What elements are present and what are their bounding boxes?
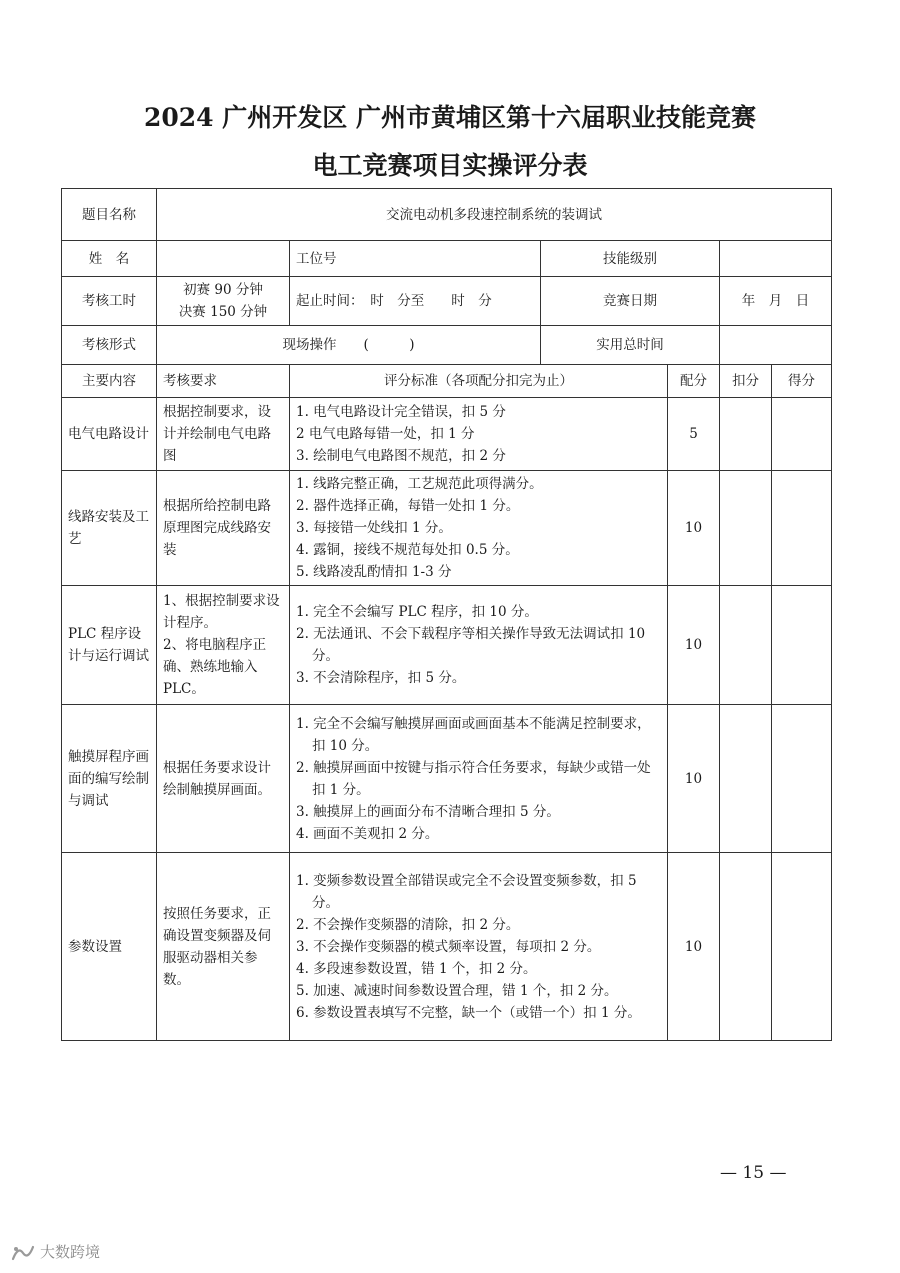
row-deduction[interactable] [720, 471, 772, 586]
criteria-item: 5. 线路凌乱酌情扣 1-3 分 [296, 564, 452, 580]
page-number: — 15 — [720, 1163, 787, 1183]
row-score[interactable] [772, 398, 832, 471]
exam-form-value: 现场操作 ( ) [157, 326, 541, 365]
header-score: 得分 [772, 365, 832, 398]
row-requirement: 根据任务要求设计绘制触摸屏画面。 [157, 705, 290, 853]
criteria-item: 1. 变频参数设置全部错误或完全不会设置变频参数，扣 5 分。 [296, 872, 637, 911]
watermark-logo-icon [10, 1243, 36, 1263]
criteria-item: 3. 触摸屏上的画面分布不清晰合理扣 5 分。 [296, 803, 560, 820]
exam-time-label: 考核工时 [62, 277, 157, 326]
row-criteria [290, 853, 668, 1041]
criteria-item: 1. 线路完整正确，工艺规范此项得满分。 [296, 476, 543, 492]
criteria-item: 2. 无法通讯、不会下载程序等相关操作导致无法调试扣 10 分。 [296, 626, 646, 664]
document-title-line2: 电工竞赛项目实操评分表 [312, 151, 588, 180]
row-deduction[interactable] [720, 705, 772, 853]
criteria-item: 1. 电气电路设计完全错误，扣 5 分 [296, 404, 506, 420]
header-points: 配分 [668, 365, 720, 398]
criteria-item: 1. 完全不会编写触摸屏画面或画面基本不能满足控制要求，扣 10 分。 [296, 715, 651, 754]
criteria-item: 3. 绘制电气电路图不规范，扣 2 分 [296, 448, 506, 464]
row-content: PLC 程序设计与运行调试 [62, 586, 157, 705]
criteria-item: 2. 不会操作变频器的清除，扣 2 分。 [296, 916, 520, 933]
document-title-line1: 2024 广州开发区 广州市黄埔区第十六届职业技能竞赛 [144, 103, 756, 132]
criteria-item: 4. 画面不美观扣 2 分。 [296, 825, 439, 842]
name-label: 姓 名 [62, 241, 157, 277]
criteria-item: 1. 完全不会编写 PLC 程序，扣 10 分。 [296, 604, 538, 620]
header-criteria: 评分标准（各项配分扣完为止） [290, 365, 668, 398]
row-requirement: 按照任务要求，正确设置变频器及伺服驱动器相关参数。 [157, 853, 290, 1041]
watermark-text: 大数跨境 [40, 1243, 101, 1261]
total-time-value[interactable] [720, 326, 832, 365]
row-points: 10 [668, 705, 720, 853]
exam-form-label: 考核形式 [62, 326, 157, 365]
topic-label: 题目名称 [62, 189, 157, 241]
criteria-item: 2. 触摸屏画面中按键与指示符合任务要求，每缺少或错一处扣 1 分。 [296, 759, 651, 798]
row-criteria [290, 705, 668, 853]
criteria-item: 3. 不会操作变频器的模式频率设置，每项扣 2 分。 [296, 938, 601, 955]
name-value[interactable] [157, 241, 290, 277]
topic-value: 交流电动机多段速控制系统的装调试 [157, 189, 832, 241]
table-row [62, 586, 832, 705]
criteria-item: 6. 参数设置表填写不完整，缺一个（或错一个）扣 1 分。 [296, 1004, 641, 1021]
requirement-item: 2、将电脑程序正确、熟练地输入 PLC。 [163, 637, 267, 697]
skill-level-label: 技能级别 [541, 241, 720, 277]
criteria-item: 4. 露铜，接线不规范每处扣 0.5 分。 [296, 542, 519, 558]
scoring-table [61, 188, 832, 1041]
row-content: 参数设置 [62, 853, 157, 1041]
table-row [62, 398, 832, 471]
total-time-label: 实用总时间 [541, 326, 720, 365]
table-row [62, 853, 832, 1041]
row-score[interactable] [772, 471, 832, 586]
row-points: 10 [668, 586, 720, 705]
comp-date-label: 竞赛日期 [541, 277, 720, 326]
criteria-item: 2. 器件选择正确，每错一处扣 1 分。 [296, 498, 520, 514]
final-time: 决赛 150 分钟 [178, 304, 268, 320]
start-end-time: 起止时间： 时 分至 时 分 [290, 277, 541, 326]
row-criteria [290, 586, 668, 705]
row-deduction[interactable] [720, 586, 772, 705]
prelim-time: 初赛 90 分钟 [183, 282, 263, 298]
criteria-item: 2 电气电路每错一处，扣 1 分 [296, 426, 475, 442]
header-requirement: 考核要求 [157, 365, 290, 398]
station-label: 工位号 [290, 241, 541, 277]
row-deduction[interactable] [720, 853, 772, 1041]
requirement-item: 1、根据控制要求设计程序。 [163, 593, 280, 631]
row-criteria [290, 398, 668, 471]
row-score[interactable] [772, 853, 832, 1041]
row-deduction[interactable] [720, 398, 772, 471]
criteria-item: 4. 多段速参数设置，错 1 个，扣 2 分。 [296, 960, 537, 977]
row-requirement [157, 586, 290, 705]
skill-level-value[interactable] [720, 241, 832, 277]
row-content: 电气电路设计 [62, 398, 157, 471]
date-value: 年 月 日 [720, 277, 832, 326]
row-requirement: 根据控制要求，设计并绘制电气电路图 [157, 398, 290, 471]
row-points: 10 [668, 471, 720, 586]
header-content: 主要内容 [62, 365, 157, 398]
row-points: 10 [668, 853, 720, 1041]
criteria-item: 3. 不会清除程序，扣 5 分。 [296, 670, 466, 686]
exam-time-value [157, 277, 290, 326]
criteria-item: 3. 每接错一处线扣 1 分。 [296, 520, 452, 536]
row-content: 触摸屏程序画面的编写绘制与调试 [62, 705, 157, 853]
row-content: 线路安装及工艺 [62, 471, 157, 586]
row-score[interactable] [772, 586, 832, 705]
row-points: 5 [668, 398, 720, 471]
row-requirement: 根据所给控制电路原理图完成线路安装 [157, 471, 290, 586]
header-deduction: 扣分 [720, 365, 772, 398]
row-criteria [290, 471, 668, 586]
table-row [62, 471, 832, 586]
criteria-item: 5. 加速、减速时间参数设置合理，错 1 个，扣 2 分。 [296, 982, 618, 999]
table-row [62, 705, 832, 853]
row-score[interactable] [772, 705, 832, 853]
watermark [10, 1241, 100, 1263]
